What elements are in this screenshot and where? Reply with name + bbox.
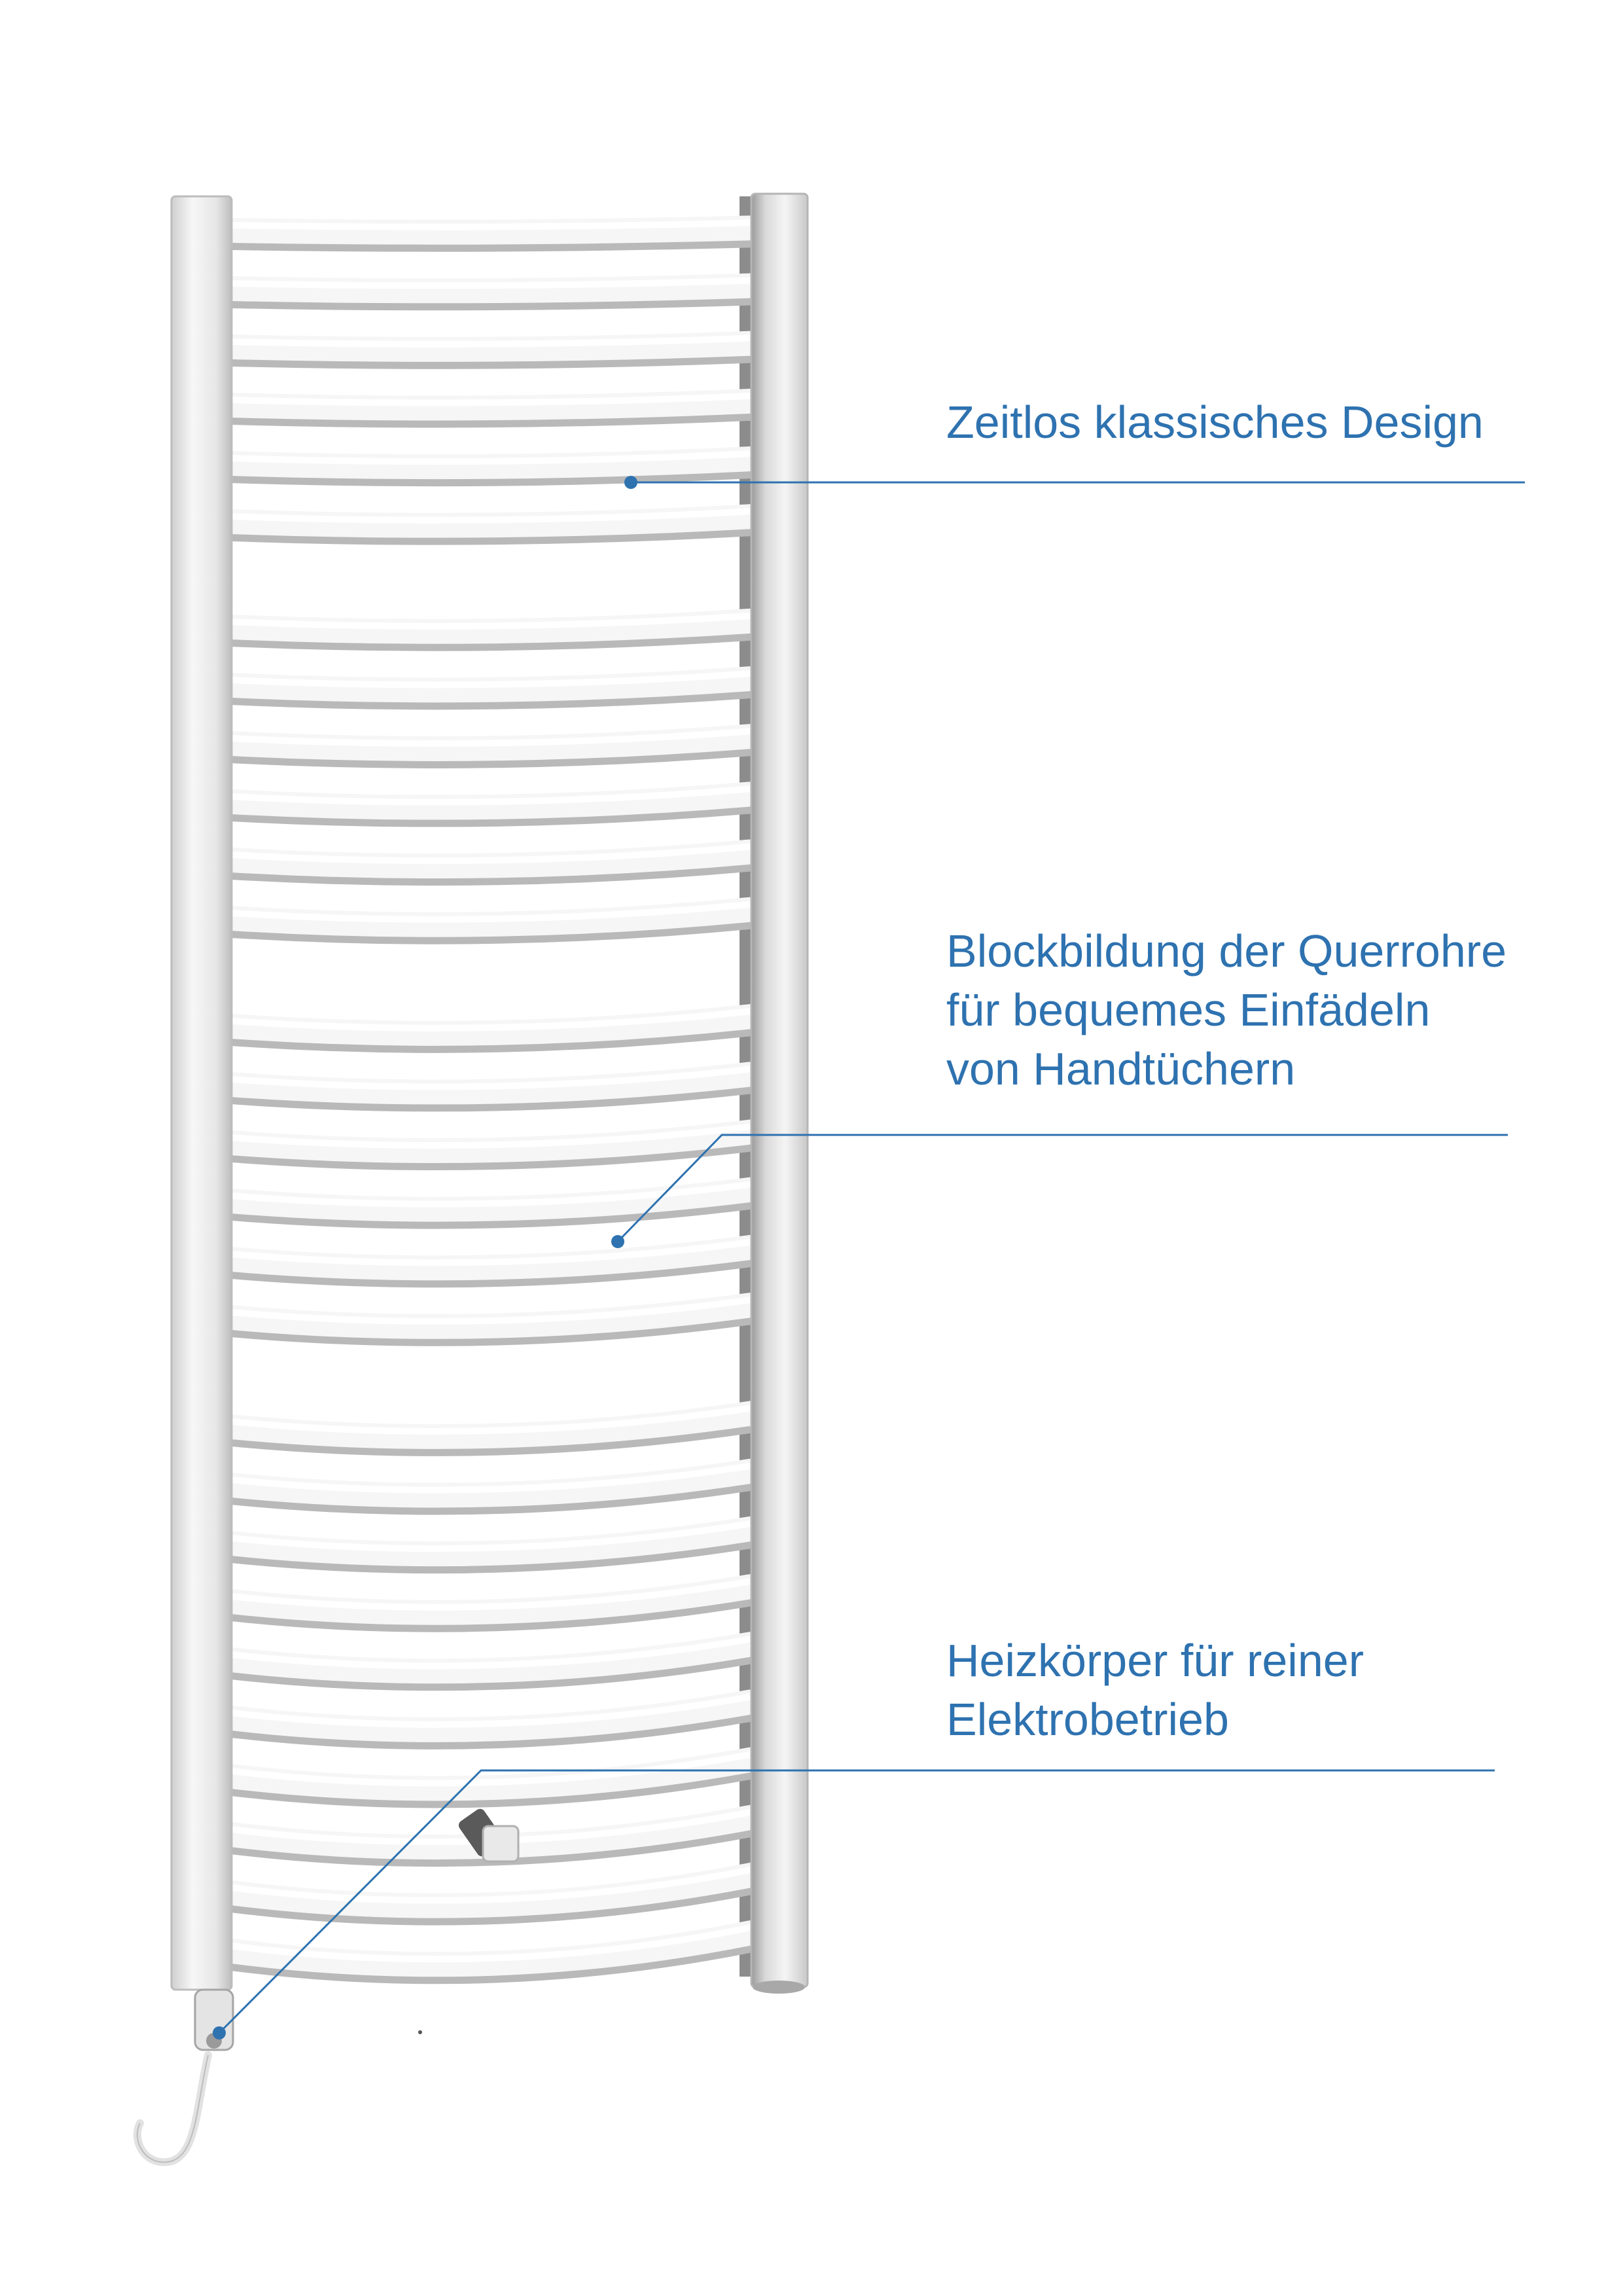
- callout-electric: [946, 1631, 1364, 1749]
- callout-design-line-1: Zeitlos klassisches Design: [946, 397, 1484, 448]
- radiator-tubes: [232, 223, 753, 1969]
- leader-dot-design: [624, 476, 637, 489]
- radiator-right-foot: [753, 1981, 805, 1994]
- callout-design: [946, 393, 1484, 452]
- callout-tube-blocks-line-2: für bequemes Einfädeln: [946, 984, 1431, 1035]
- electric-connector: [137, 1990, 233, 2162]
- callout-electric-line-2: Elektrobetrieb: [946, 1694, 1229, 1745]
- leader-dot-electric: [213, 2026, 226, 2039]
- radiator-right-rail: [751, 194, 808, 1987]
- callout-tube-blocks-line-3: von Handtüchern: [946, 1043, 1296, 1094]
- leader-dot-block: [611, 1235, 624, 1248]
- callout-electric-line-1: Heizkörper für reiner: [946, 1635, 1364, 1686]
- callout-tube-blocks: [946, 922, 1507, 1098]
- radiator-left-rail: [171, 196, 232, 1990]
- callout-tube-blocks-line-1: Blockbildung der Querrohre: [946, 925, 1507, 977]
